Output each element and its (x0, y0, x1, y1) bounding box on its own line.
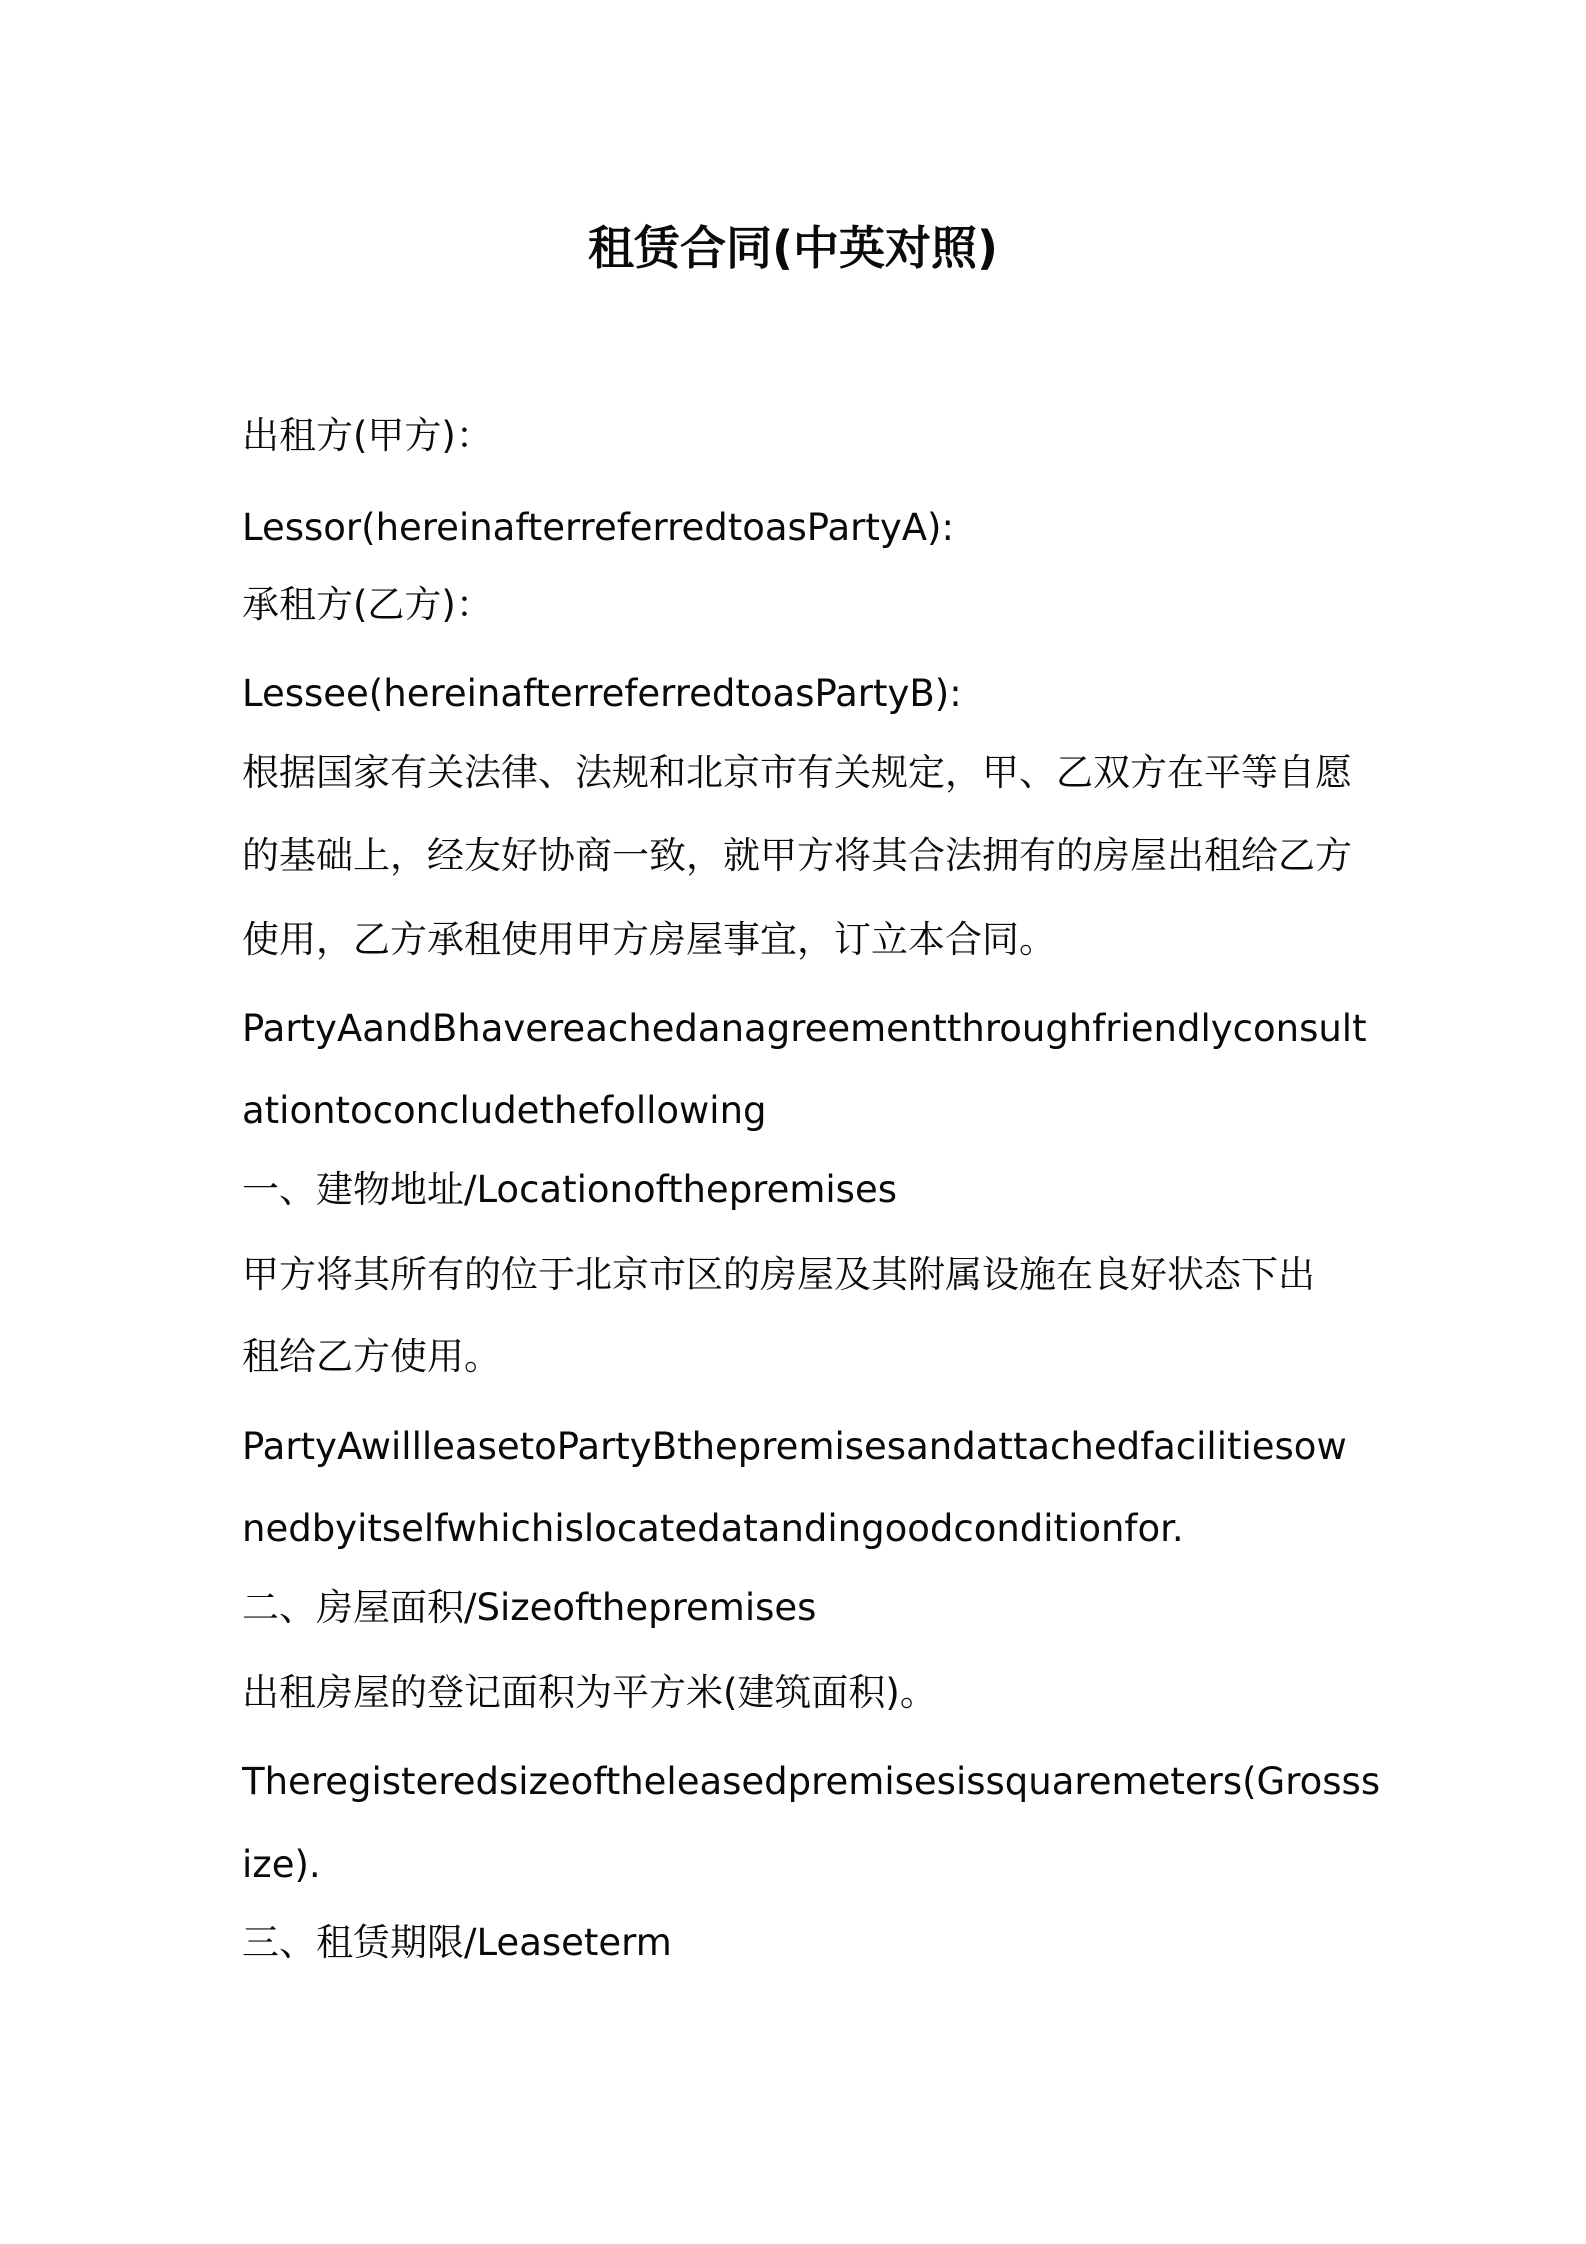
location-en-line: nedbyitselfwhichislocatedatandingoodconditionfor. (242, 1507, 1184, 1550)
section-heading-lease-term: 三、租赁期限/Leaseterm (242, 1921, 672, 1964)
recital-en-line: PartyAandBhavereachedanagreementthroughfriendlyconsult (242, 1007, 1367, 1050)
recital-zh-line: 根据国家有关法律、法规和北京市有关规定，甲、乙双方在平等自愿 (242, 751, 1352, 794)
location-en-line: PartyAwillleasetoPartyBthepremisesandattachedfacilitiesow (242, 1425, 1347, 1468)
recital-zh-line: 使用，乙方承租使用甲方房屋事宜，订立本合同。 (242, 918, 1056, 961)
section-heading-location: 一、建物地址/Locationofthepremises (242, 1168, 897, 1211)
lessor-label-en: Lessor(hereinafterreferredtoasPartyA): (242, 506, 954, 549)
lessor-label-zh: 出租方(甲方)： (242, 414, 493, 457)
recital-zh-line: 的基础上，经友好协商一致，就甲方将其合法拥有的房屋出租给乙方 (242, 834, 1352, 877)
document-title: 租赁合同(中英对照) (587, 221, 999, 275)
location-zh-line: 租给乙方使用。 (242, 1335, 501, 1378)
lessee-label-zh: 承租方(乙方)： (242, 583, 493, 626)
size-en-line: ize). (242, 1843, 321, 1886)
section-heading-size: 二、房屋面积/Sizeofthepremises (242, 1586, 817, 1629)
lessee-label-en: Lessee(hereinafterreferredtoasPartyB): (242, 672, 962, 715)
size-en-line: Theregisteredsizeoftheleasedpremisesissquaremeters(Grosss (242, 1760, 1381, 1803)
recital-en-line: ationtoconcludethefollowing (242, 1089, 767, 1132)
size-zh-line: 出租房屋的登记面积为平方米(建筑面积)。 (242, 1671, 937, 1714)
location-zh-line: 甲方将其所有的位于北京市区的房屋及其附属设施在良好状态下出 (242, 1253, 1315, 1296)
